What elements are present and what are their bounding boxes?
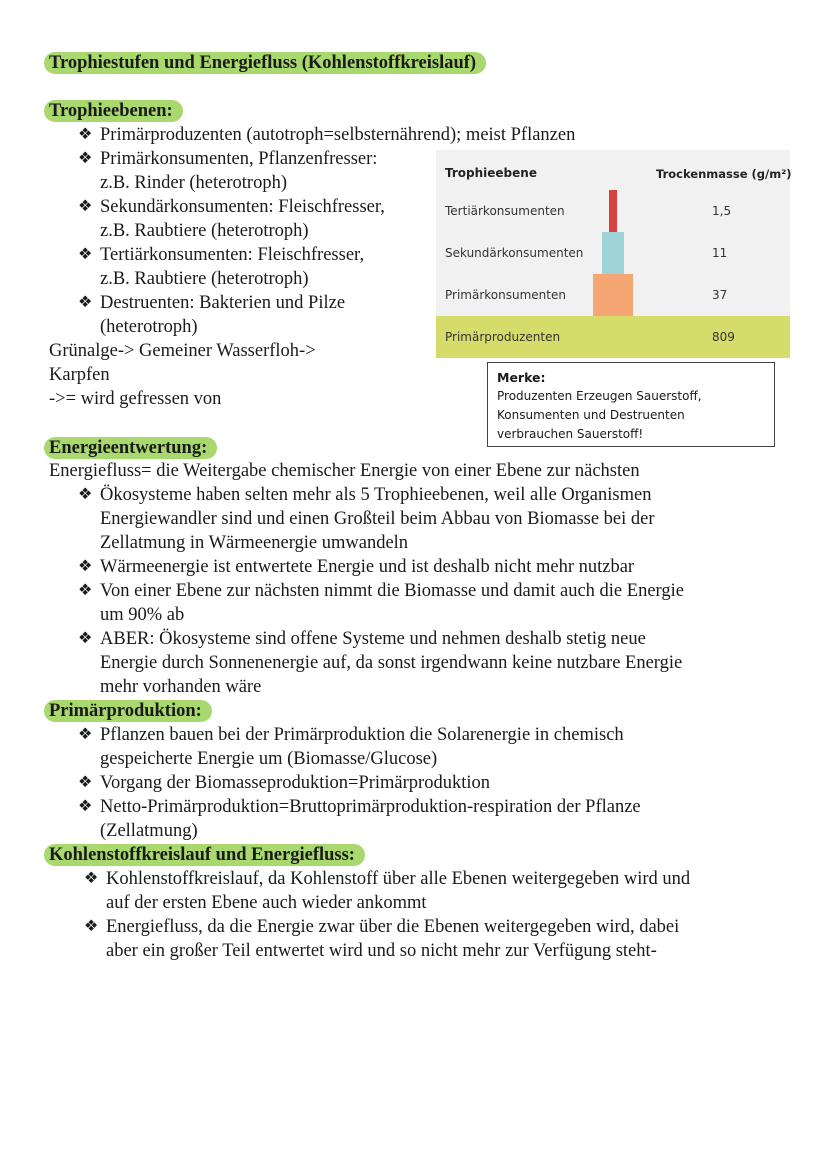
list-item-cont: gespeicherte Energie um (Biomasse/Glucose) [100,749,438,769]
chart-value-label: 1,5 [712,204,732,218]
list-item: ABER: Ökosysteme sind offene Systeme und nehmen deshalb stetig neue [100,629,646,649]
bullet-diamond-icon: ❖ [84,918,99,935]
list-item-cont: aber ein großer Teil entwertet wird und so nicht mehr zur Verfügung steht- [106,941,657,961]
heading-energieentwertung: Energieentwertung: [44,437,217,459]
list-item-cont: Energie durch Sonnenenergie auf, da sonst irgendwann keine nutzbare Energie [100,653,683,673]
list-item-cont: mehr vorhanden wäre [100,677,262,697]
chart-value-label: 809 [712,330,735,344]
merke-line: Konsumenten und Destruenten [497,408,685,422]
list-item: Primärproduzenten (autotroph=selbsternährend); meist Pflanzen [100,125,576,145]
chart-bar-primaerkonsumenten [593,274,633,316]
list-item-cont: Energiewandler sind und einen Großteil beim Abbau von Biomasse bei der [100,509,655,529]
merke-line: verbrauchen Sauerstoff! [497,427,644,441]
page-title: Trophiestufen und Energiefluss (Kohlenstoffkreislauf) [44,52,486,74]
chart-category-label: Sekundärkonsumenten [445,246,584,260]
list-item-cont: z.B. Raubtiere (heterotroph) [100,269,309,289]
heading-kohlenstoffkreislauf: Kohlenstoffkreislauf und Energiefluss: [44,844,365,866]
chart-bar-sekundaerkonsumenten [602,232,624,274]
list-item: Destruenten: Bakterien und Pilze [100,293,346,313]
bullet-diamond-icon: ❖ [78,798,93,815]
list-item-cont: Zellatmung in Wärmeenergie umwandeln [100,533,409,553]
bullet-diamond-icon: ❖ [78,126,93,143]
chart-bar-tertiaerkonsumenten [609,190,617,232]
list-item: Ökosysteme haben selten mehr als 5 Trophieebenen, weil alle Organismen [100,485,652,505]
bullet-diamond-icon: ❖ [78,150,93,167]
list-item: Energiefluss, da die Energie zwar über die Ebenen weitergegeben wird, dabei [106,917,680,937]
food-chain-legend: ->= wird gefressen von [49,389,222,409]
food-chain-line: Karpfen [49,365,110,385]
heading-trophieebenen: Trophieebenen: [44,100,183,122]
food-chain-line: Grünalge-> Gemeiner Wasserfloh-> [49,341,316,361]
bullet-diamond-icon: ❖ [78,294,93,311]
list-item: Pflanzen bauen bei der Primärproduktion die Solarenergie in chemisch [100,725,624,745]
chart-category-label: Primärkonsumenten [445,288,566,302]
chart-category-label: Primärproduzenten [445,330,561,344]
list-item: Kohlenstoffkreislauf, da Kohlenstoff über alle Ebenen weitergegeben wird und [106,869,691,889]
merke-title: Merke: [497,370,546,385]
list-item-cont: (heterotroph) [100,317,198,337]
bullet-diamond-icon: ❖ [78,774,93,791]
heading-primaerproduktion: Primärproduktion: [44,700,212,722]
bullet-diamond-icon: ❖ [78,486,93,503]
bullet-diamond-icon: ❖ [78,246,93,263]
list-item-cont: um 90% ab [100,605,185,625]
bullet-diamond-icon: ❖ [78,558,93,575]
bullet-diamond-icon: ❖ [78,198,93,215]
list-item: Netto-Primärproduktion=Bruttoprimärproduktion-respiration der Pflanze [100,797,641,817]
list-item-cont: z.B. Rinder (heterotroph) [100,173,287,193]
bullet-diamond-icon: ❖ [78,630,93,647]
chart-header-trophieebene: Trophieebene [445,166,537,180]
chart-category-label: Tertiärkonsumenten [445,204,565,218]
list-item: Wärmeenergie ist entwertete Energie und ist deshalb nicht mehr nutzbar [100,557,635,577]
bullet-diamond-icon: ❖ [78,582,93,599]
chart-value-label: 11 [712,246,728,260]
list-item-cont: (Zellatmung) [100,821,198,841]
chart-value-label: 37 [712,288,728,302]
list-item: Vorgang der Biomasseproduktion=Primärproduktion [100,773,490,793]
merke-line: Produzenten Erzeugen Sauerstoff, [497,389,702,403]
list-item-cont: z.B. Raubtiere (heterotroph) [100,221,309,241]
merke-box [487,362,775,447]
list-item: Sekundärkonsumenten: Fleischfresser, [100,197,385,217]
energy-flow-definition: Energiefluss= die Weitergabe chemischer Energie von einer Ebene zur nächsten [49,461,640,481]
bullet-diamond-icon: ❖ [84,870,99,887]
list-item-cont: auf der ersten Ebene auch wieder ankommt [106,893,427,913]
chart-header-trockenmasse: Trockenmasse (g/m²) [656,167,792,181]
bullet-diamond-icon: ❖ [78,726,93,743]
list-item: Primärkonsumenten, Pflanzenfresser: [100,149,378,169]
list-item: Von einer Ebene zur nächsten nimmt die Biomasse und damit auch die Energie [100,581,684,601]
chart-row-primaerproduzenten [436,316,790,358]
list-item: Tertiärkonsumenten: Fleischfresser, [100,245,365,265]
